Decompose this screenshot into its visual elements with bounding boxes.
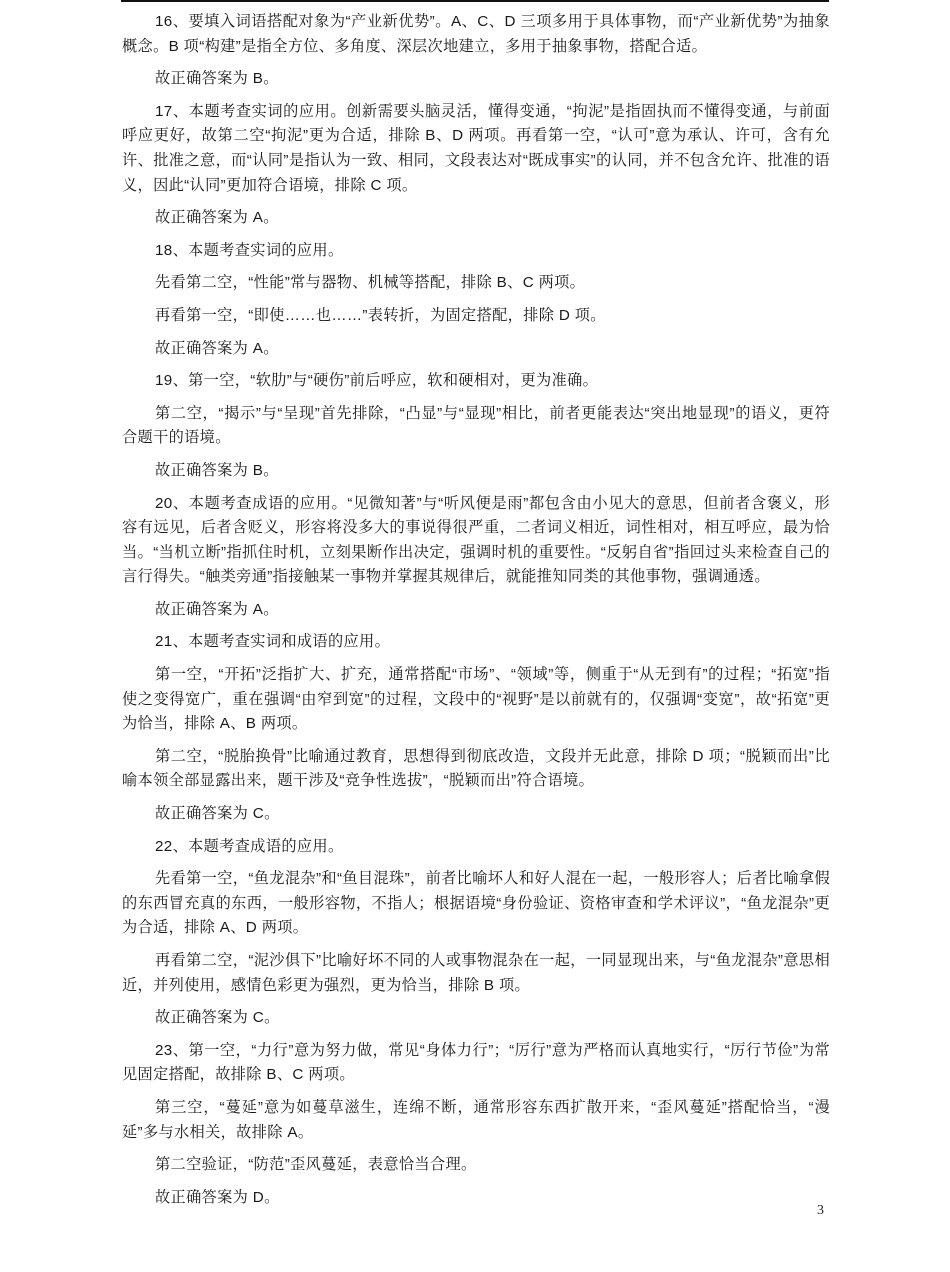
paragraph-q22-heading: 22、本题考查成语的应用。 (155, 837, 344, 855)
paragraph-q19-blank2: 第二空，“揭示”与“呈现”首先排除，“凸显”与“显现”相比，前者更能表达“突出地显现”的语义，更符合题干的语境。 (122, 404, 830, 447)
paragraph-q21-blank1: 第一空，“开拓”泛指扩大、扩充，通常搭配“市场”、“领域”等，侧重于“从无到有”的过程；“拓宽”指使之变得宽广，重在强调“由窄到宽”的过程，文段中的“视野”是以前就有的，仅强调“变宽”，故“拓宽”更为恰当，排除 A、B 两项。 (122, 666, 830, 733)
paragraph-q21-heading: 21、本题考查实词和成语的应用。 (155, 633, 391, 651)
header-rule (121, 0, 829, 2)
paragraph-q20-answer: 故正确答案为 A。 (155, 600, 279, 618)
paragraph-q20-explanation: 20、本题考查成语的应用。“见微知著”与“听风便是雨”都包含由小见大的意思，但前者含褒义，形容有远见，后者含贬义，形容将没多大的事说得很严重，二者词义相近，词性相对，相互呼应，最为恰当。“当机立断”指抓住时机，立刻果断作出决定，强调时机的重要性。“反躬自省”指回过头来检查自己的言行得失。“触类旁通”指接触某一事物并掌握其规律后，就能推知同类的其他事物，强调通透。 (122, 494, 830, 586)
answer-explanations (122, 10, 830, 1218)
paragraph-q16-explanation: 16、要填入词语搭配对象为“产业新优势”。A、C、D 三项多用于具体事物，而“产业新优势”为抽象概念。B 项“构建”是指全方位、多角度、深层次地建立，多用于抽象事物，搭配合适。 (122, 13, 830, 55)
paragraph-q18-answer: 故正确答案为 A。 (155, 339, 279, 357)
paragraph-q18-blank2: 先看第二空，“性能”常与器物、机械等搭配，排除 B、C 两项。 (155, 274, 586, 292)
paragraph-q18-heading: 18、本题考查实词的应用。 (155, 241, 344, 259)
paragraph-q19-blank1: 19、第一空，“软肋”与“硬伤”前后呼应，软和硬相对，更为准确。 (155, 372, 599, 390)
paragraph-q18-blank1: 再看第一空，“即使……也……”表转折，为固定搭配，排除 D 项。 (155, 306, 606, 324)
paragraph-q22-blank1: 先看第一空，“鱼龙混杂”和“鱼目混珠”，前者比喻坏人和好人混在一起，一般形容人；后者比喻拿假的东西冒充真的东西，一般形容物，不指人；根据语境“身份验证、资格审查和学术评议”，“鱼龙混杂”更为合适，排除 A、D 两项。 (122, 870, 830, 937)
paragraph-q23-blank2: 第二空验证，“防范”歪风蔓延，表意恰当合理。 (155, 1156, 477, 1174)
paragraph-q16-answer: 故正确答案为 B。 (155, 70, 279, 88)
paragraph-q21-answer: 故正确答案为 C。 (155, 805, 280, 823)
paragraph-q17-answer: 故正确答案为 A。 (155, 209, 279, 227)
paragraph-q22-blank2: 再看第二空，“泥沙俱下”比喻好坏不同的人或事物混杂在一起，一同显现出来，与“鱼龙混杂”意思相近，并列使用，感情色彩更为强烈，更为恰当，排除 B 项。 (122, 952, 830, 994)
paragraph-q23-answer: 故正确答案为 D。 (155, 1188, 280, 1206)
paragraph-q21-blank2: 第二空，“脱胎换骨”比喻通过教育，思想得到彻底改造，文段并无此意，排除 D 项；“脱颖而出”比喻本领全部显露出来，题干涉及“竞争性选拔”，“脱颖而出”符合语境。 (122, 747, 830, 790)
paragraph-q23-blank1: 23、第一空，“力行”意为努力做，常见“身体力行”；“厉行”意为严格而认真地实行，“厉行节俭”为常见固定搭配，故排除 B、C 两项。 (122, 1041, 830, 1084)
paragraph-q19-answer: 故正确答案为 B。 (155, 461, 279, 479)
paragraph-q17-explanation: 17、本题考查实词的应用。创新需要头脑灵活，懂得变通，“拘泥”是指固执而不懂得变通，与前面呼应更好，故第二空“拘泥”更为合适，排除 B、D 两项。再看第一空，“认可”意为承认、许可，含有允许、批准之意，而“认同”是指认为一致、相同，文段表达对“既成事实”的认同，并不包含允许、批准的语义，因此“认同”更加符合语境，排除 C 项。 (122, 102, 830, 194)
page-number: 3 (817, 1203, 824, 1218)
paragraph-q22-answer: 故正确答案为 C。 (155, 1009, 280, 1027)
paragraph-q23-blank3: 第三空，“蔓延”意为如蔓草滋生，连绵不断，通常形容东西扩散开来，“歪风蔓延”搭配恰当，“漫延”多与水相关，故排除 A。 (122, 1098, 830, 1141)
